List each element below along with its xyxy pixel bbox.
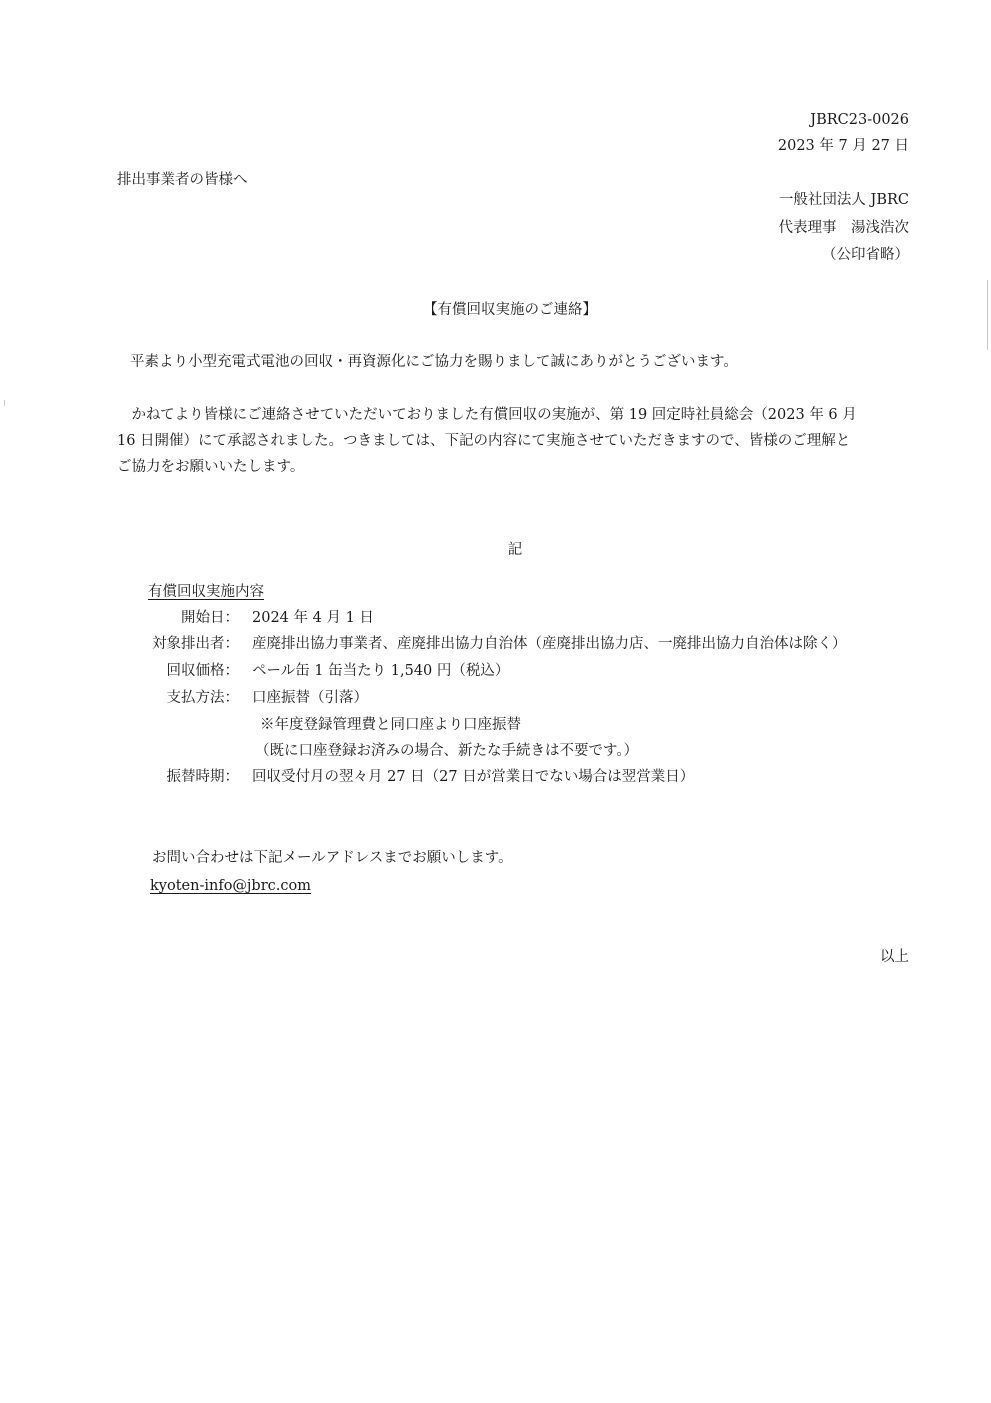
price-label: 回収価格： (166, 663, 239, 679)
seal-note: （公印省略） (822, 247, 909, 263)
scan-dot-mark (4, 400, 5, 406)
document-date: 2023 年 7 月 27 日 (777, 138, 909, 154)
ki-heading: 記 (507, 542, 523, 558)
scan-edge-mark (987, 280, 988, 350)
target-value: 産廃排出協力事業者、産廃排出協力自治体（産廃排出協力店、一廃排出協力自治体は除く） (252, 636, 847, 652)
payment-note-2: （既に口座登録お済みの場合、新たな手続きは不要です。） (255, 743, 639, 759)
announcement-paragraph (117, 402, 917, 480)
payment-method-label: 支払方法： (166, 690, 239, 706)
representative-name: 代表理事 湯浅浩次 (778, 220, 909, 236)
payment-note-1: ※年度登録管理費と同口座より口座振替 (260, 717, 521, 733)
announcement-line: ご協力をお願いいたします。 (117, 459, 305, 475)
start-date-label: 開始日： (181, 610, 239, 626)
details-heading: 有償回収実施内容 (148, 584, 264, 600)
document-id: JBRC23-0026 (810, 112, 909, 128)
document-title: 【有償回収実施のご連絡】 (423, 302, 597, 318)
announcement-line: かねてより皆様にご連絡させていただいておりました有償回収の実施が、第 19 回定時社員総会（2023 年 6 月 (117, 407, 857, 423)
addressee: 排出事業者の皆様へ (117, 172, 248, 188)
target-label: 対象排出者： (152, 636, 239, 652)
announcement-line: 16 日開催）にて承認されました。つきましては、下記の内容にて実施させていただきますので、皆様のご理解と (117, 433, 851, 449)
price-value: ペール缶 1 缶当たり 1,540 円（税込） (252, 663, 510, 679)
organization-name: 一般社団法人 JBRC (778, 192, 909, 208)
start-date-value: 2024 年 4 月 1 日 (252, 610, 374, 626)
closing-mark: 以上 (880, 949, 909, 965)
greeting-paragraph: 平素より小型充電式電池の回収・再資源化にご協力を賜りまして誠にありがとうございます。 (130, 354, 738, 370)
transfer-timing-label: 振替時期： (166, 769, 239, 785)
transfer-timing-value: 回収受付月の翌々月 27 日（27 日が営業日でない場合は翌営業日） (252, 769, 695, 785)
contact-text: お問い合わせは下記メールアドレスまでお願いします。 (152, 850, 513, 866)
payment-method-value: 口座振替（引落） (252, 690, 368, 706)
contact-email[interactable]: kyoten-info@jbrc.com (150, 878, 311, 894)
